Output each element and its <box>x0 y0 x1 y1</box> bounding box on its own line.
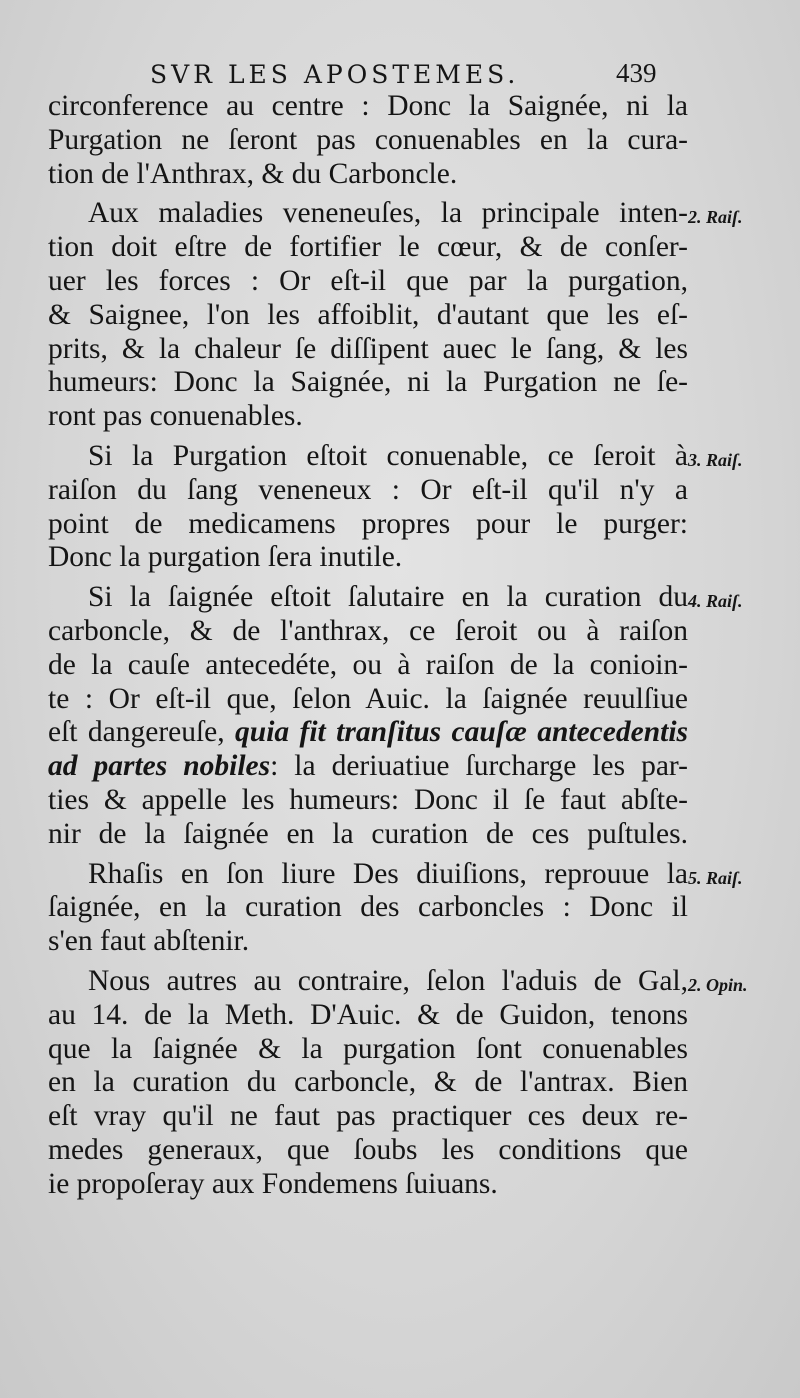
text-line <box>48 1134 688 1168</box>
running-head: SVR LES APOSTEMES. <box>150 60 520 89</box>
text-line <box>48 999 688 1033</box>
margin-note: 4. Raiſ. <box>688 591 743 612</box>
line-text: Purgation ne ſeront pas conuenables en la cura- <box>48 123 688 156</box>
line-text: circonference au centre : Donc la Saignée, ni la <box>48 90 688 122</box>
text-line <box>48 366 688 400</box>
line-text: Rhaſis en ſon liure Des diuiſions, reprouue la <box>88 857 688 890</box>
text-line <box>48 124 688 158</box>
text-line <box>48 541 688 575</box>
line-text: Si la Purgation eſtoit conuenable, ce ſeroit à <box>88 439 688 472</box>
line-text: ront pas conuenables. <box>48 400 303 433</box>
text-line <box>48 265 688 299</box>
line-text: tion de l'Anthrax, & du Carboncle. <box>48 157 458 190</box>
text-line <box>48 400 688 434</box>
line-text: s'en faut abſtenir. <box>48 925 250 958</box>
line-text: ties & appelle les humeurs: Donc il ſe faut abſte- <box>48 783 688 816</box>
text-line <box>48 818 688 852</box>
text-line <box>48 683 688 717</box>
line-text: Nous autres au contraire, ſelon l'aduis de Gal, <box>88 964 688 997</box>
line-text: carboncle, & de l'anthrax, ce ſeroit ou à raiſon <box>48 614 688 647</box>
line-text: point de medicamens propres pour le purger: <box>48 507 688 540</box>
line-text: tion doit eſtre de fortifier le cœur, & de conſer- <box>48 231 688 264</box>
text-line <box>48 891 688 925</box>
line-text: Donc la purgation ſera inutile. <box>48 541 403 574</box>
text-line <box>48 158 688 192</box>
text-line <box>48 474 688 508</box>
text-line <box>48 581 688 615</box>
margin-note: 3. Raiſ. <box>688 450 743 470</box>
line-text: au 14. de la Meth. D'Auic. & de Guidon, tenons <box>48 998 688 1031</box>
margin-note: 2. Opin. <box>688 975 748 995</box>
text-line <box>48 925 688 959</box>
line-text: prits, & la chaleur ſe diſſipent auec le ſang, & les <box>48 332 688 365</box>
line-text: de la cauſe antecedéte, ou à raiſon de la conioin- <box>48 648 688 681</box>
text-line <box>48 1033 688 1067</box>
text-line <box>48 716 688 750</box>
line-text: en la curation du carboncle, & de l'antrax. Bien <box>48 1066 688 1099</box>
text-block <box>48 90 688 1202</box>
line-text: ſaignée, en la curation des carboncles : Donc il <box>48 891 688 924</box>
text-line <box>48 784 688 818</box>
text-line <box>48 508 688 542</box>
text-line <box>48 197 688 231</box>
text-line <box>48 231 688 265</box>
line-text: & Saignee, l'on les affoiblit, d'autant que les eſ- <box>48 298 688 331</box>
text-line <box>48 649 688 683</box>
text-line <box>48 440 688 474</box>
line-text: eſt dangereuſe, <box>48 716 225 749</box>
page-number: 439 <box>616 58 657 88</box>
text-line <box>48 333 688 367</box>
text-line <box>48 615 688 649</box>
text-line <box>48 90 688 124</box>
line-text: te : Or eſt-il que, ſelon Auic. la ſaignée reuulſiue <box>48 682 688 715</box>
line-text: medes generaux, que ſoubs les conditions que <box>48 1133 688 1166</box>
line-text: Si la ſaignée eſtoit ſalutaire en la curation du <box>88 581 688 614</box>
margin-note: 5. Raiſ. <box>688 867 743 888</box>
line-text: humeurs: Donc la Saignée, ni la Purgation ne ſe- <box>48 366 688 399</box>
text-line <box>48 1100 688 1134</box>
line-text: eſt vray qu'il ne faut pas practiquer ces deux re- <box>48 1100 688 1133</box>
line-text: ie propoſeray aux Fondemens ſuiuans. <box>48 1167 498 1200</box>
margin-note: 2. Raiſ. <box>688 207 743 228</box>
text-line <box>48 965 688 999</box>
text-line <box>48 750 688 784</box>
line-text: que la ſaignée & la purgation ſont conuenables <box>48 1032 688 1065</box>
line-text: raiſon du ſang veneneux : Or eſt-il qu'il n'y a <box>48 473 688 506</box>
text-line <box>48 299 688 333</box>
line-text: nir de la ſaignée en la curation de ces puſtules. <box>48 817 688 850</box>
latin-quote: ad partes nobiles <box>48 750 271 783</box>
latin-quote: quia fit tranſitus cauſæ antecedentis <box>235 716 688 749</box>
line-text: Aux maladies veneneuſes, la principale inten- <box>88 197 688 230</box>
text-line <box>48 858 688 892</box>
line-text: uer les forces : Or eſt-il que par la purgation, <box>48 264 688 297</box>
line-text: : la deriuatiue ſurcharge les par- <box>270 750 688 783</box>
text-line <box>48 1066 688 1100</box>
text-line <box>48 1168 688 1202</box>
